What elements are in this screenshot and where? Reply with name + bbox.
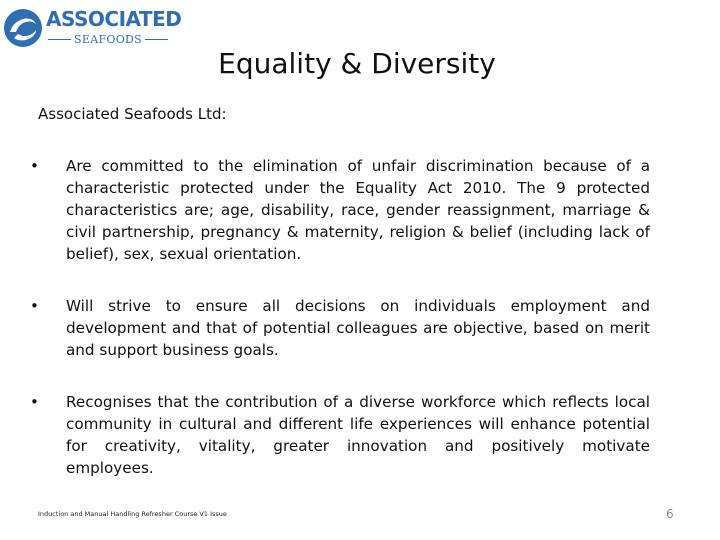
logo-rule-right [145,39,168,40]
bullet-text: Will strive to ensure all decisions on individuals employment and development and that of potential colleagues are objective, based on merit and support business goals. [66,297,650,359]
bullet-text: Are committed to the elimination of unfair discrimination because of a characteristic protected under the Equality Act 2010. The 9 protected characteristics are; age, disability, race, gender reassignment, marriage & civil partnership, pregnancy & maternity, religion & belief (including lack of belief), sex, sexual orientation. [66,157,650,263]
bullet-text: Recognises that the contribution of a diverse workforce which reflects local community in cultural and different life experiences will enhance potential for creativity, vitality, greater innovation and positively motivate employees. [66,393,650,477]
bullet-symbol: • [30,297,39,315]
footer-text: Induction and Manual Handling Refresher Course V1 Issue [38,510,227,518]
bullet-symbol: • [30,157,39,175]
bullet-symbol: • [30,393,39,411]
intro-text: Associated Seafoods Ltd: [38,105,227,123]
logo-rule-left [48,39,71,40]
slide-title: Equality & Diversity [218,47,496,80]
bullet-item [30,295,650,361]
bullet-list [30,155,650,509]
bullet-item [30,155,650,265]
logo-wordmark: ASSOCIATED [46,7,182,31]
page-number: 6 [666,507,674,521]
logo-subtitle: SEAFOODS [74,32,142,46]
bullet-item [30,391,650,479]
